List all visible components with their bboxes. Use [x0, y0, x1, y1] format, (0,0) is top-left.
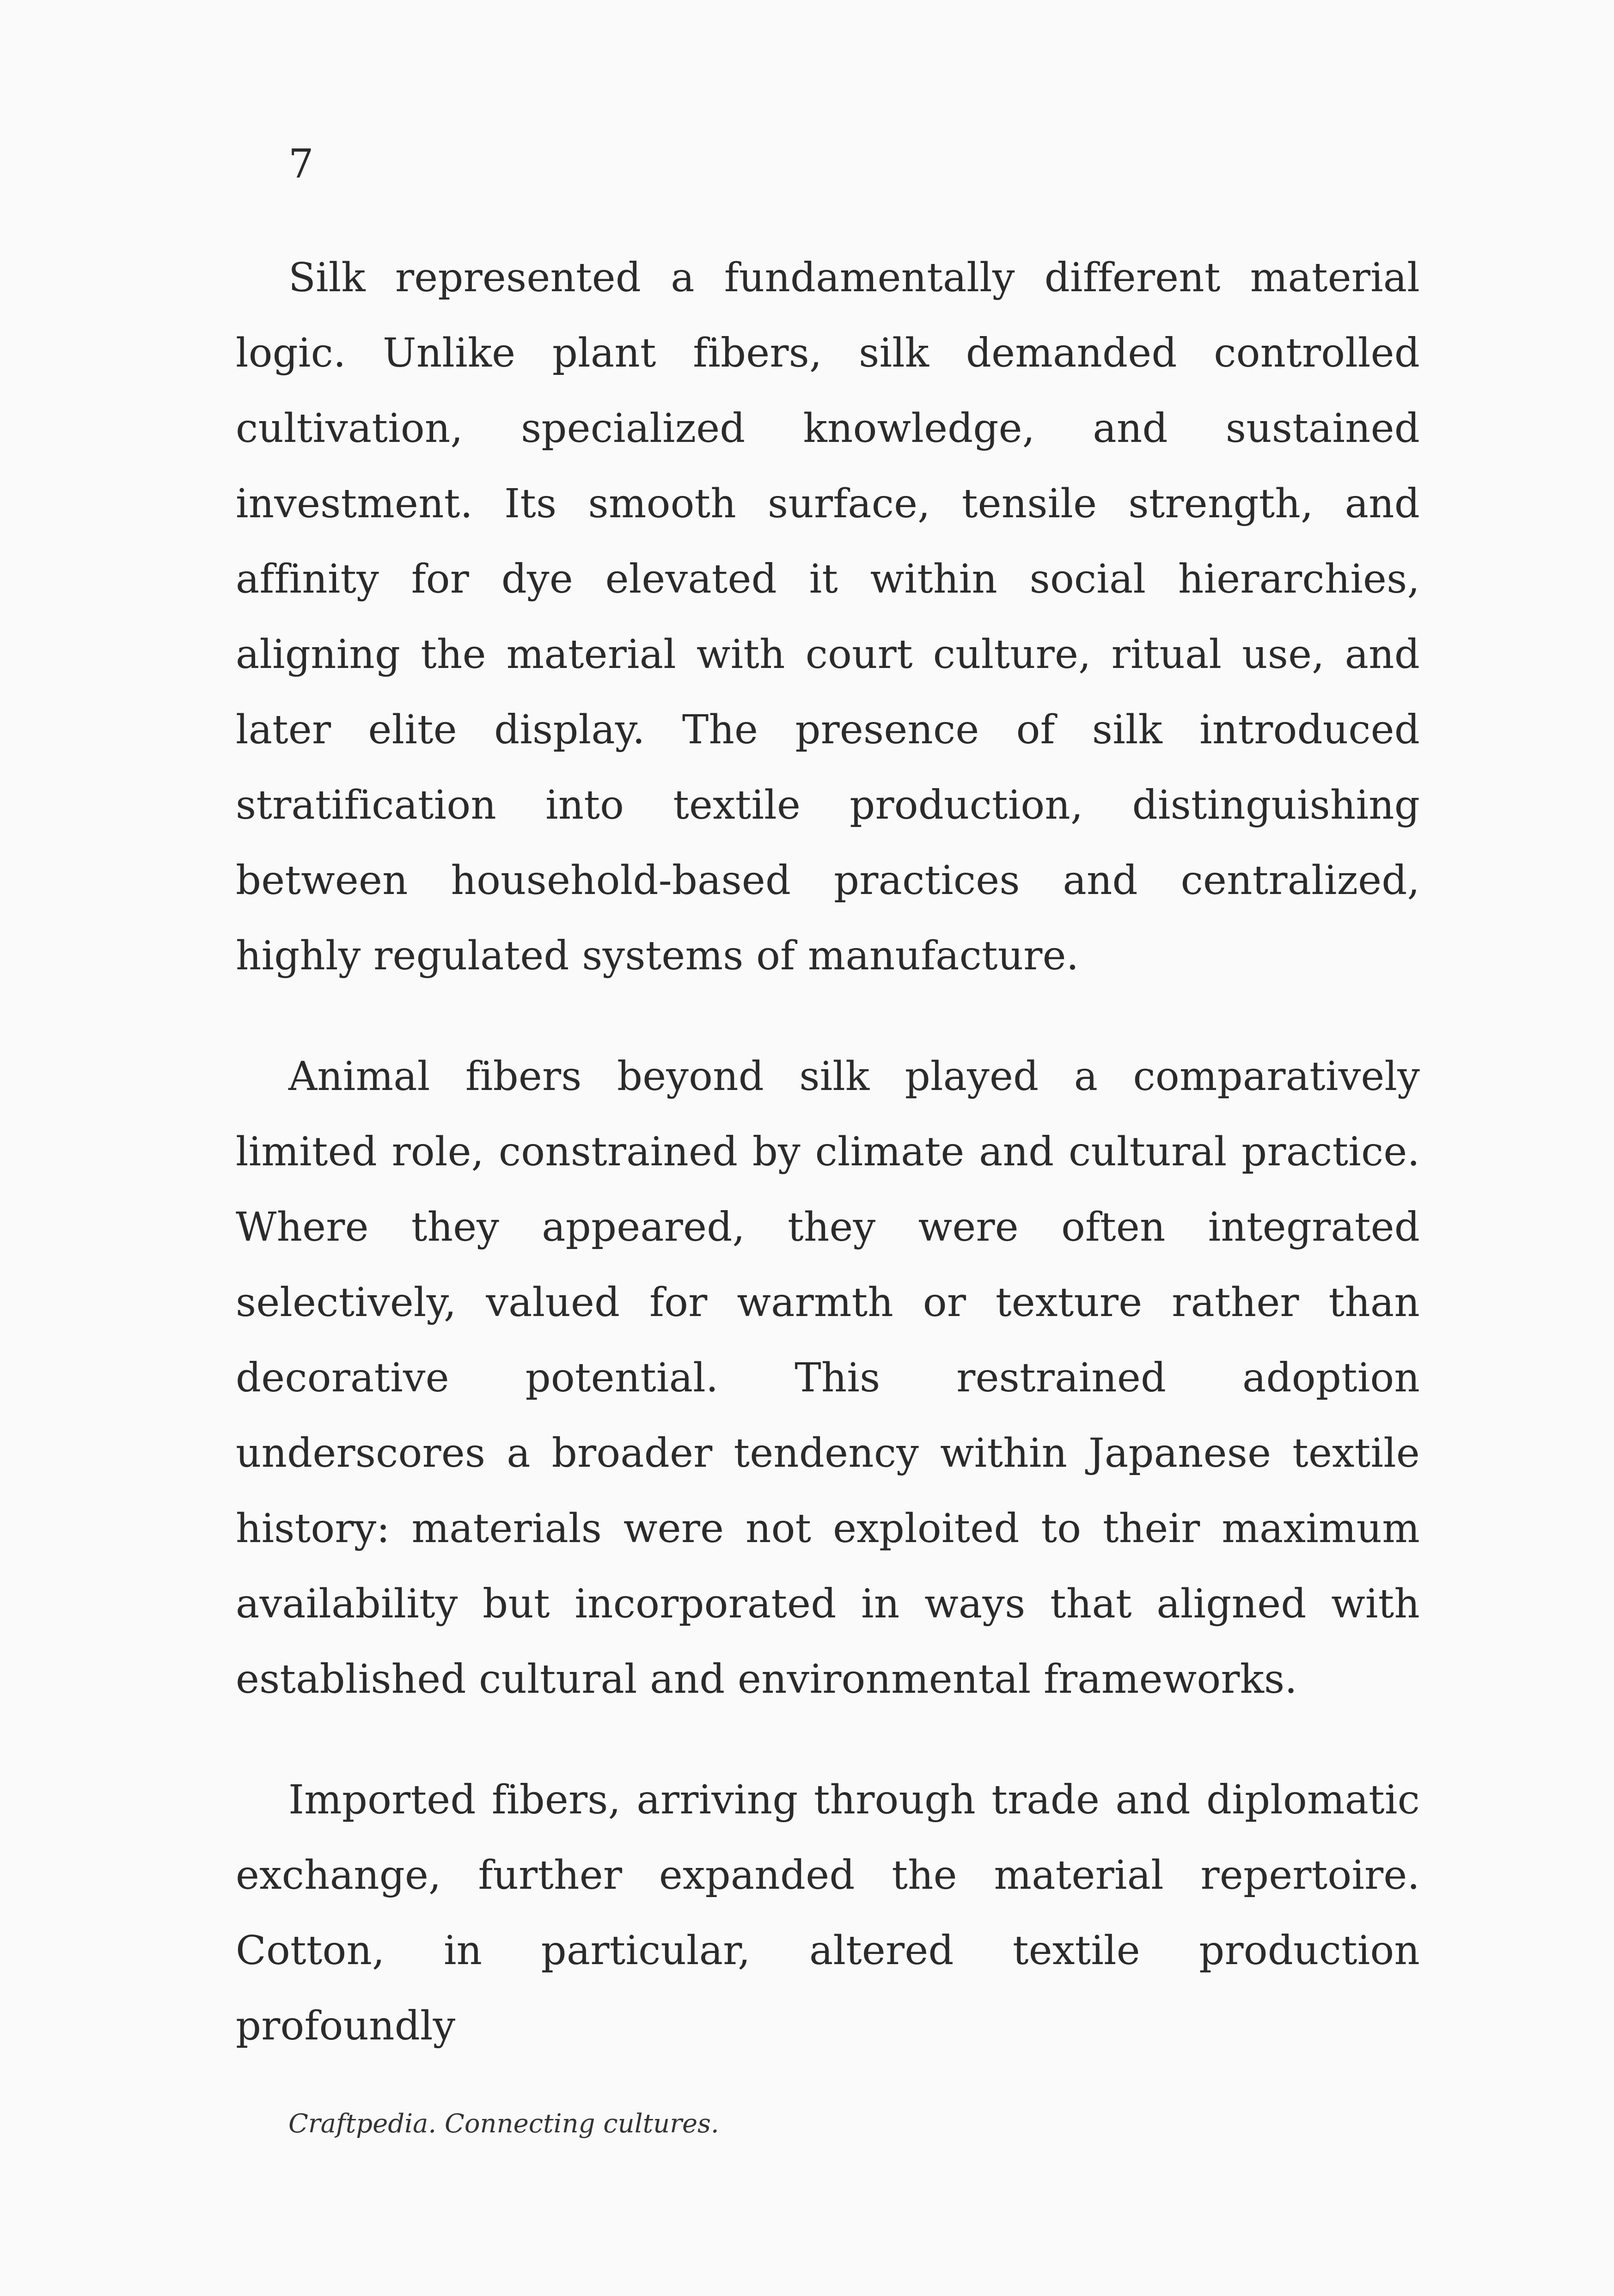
paragraph-animal-fibers: Animal fibers beyond silk played a comparatively limited role, constrained by climate and cultural practice. Where they appeared, they were often integrated selectively, valued for warmth or texture rather than decorative potential. This restrained adoption underscores a broader tendency within Japanese textile history: materials were not exploited to their maximum availability but incorporated in ways that aligned with established cultural and environmental frameworks. [236, 1053, 1420, 1702]
paragraph-silk: Silk represented a fundamentally different material logic. Unlike plant fibers, silk demanded controlled cultivation, specialized knowledge, and sustained investment. Its smooth surface, tensile strength, and affinity for dye elevated it within social hierarchies, aligning the material with court culture, ritual use, and later elite display. The presence of silk introduced stratification into textile production, distinguishing between household-based practices and centralized, highly regulated systems of manufacture. [236, 255, 1420, 979]
page-footer: Craftpedia. Connecting cultures. [288, 2109, 719, 2139]
paragraph-imported-fibers: Imported fibers, arriving through trade and diplomatic exchange, further expanded the material repertoire. Cotton, in particular, altered textile production profoundly [236, 1777, 1420, 2049]
body-text [236, 240, 1420, 2064]
page-number: 7 [288, 141, 314, 187]
